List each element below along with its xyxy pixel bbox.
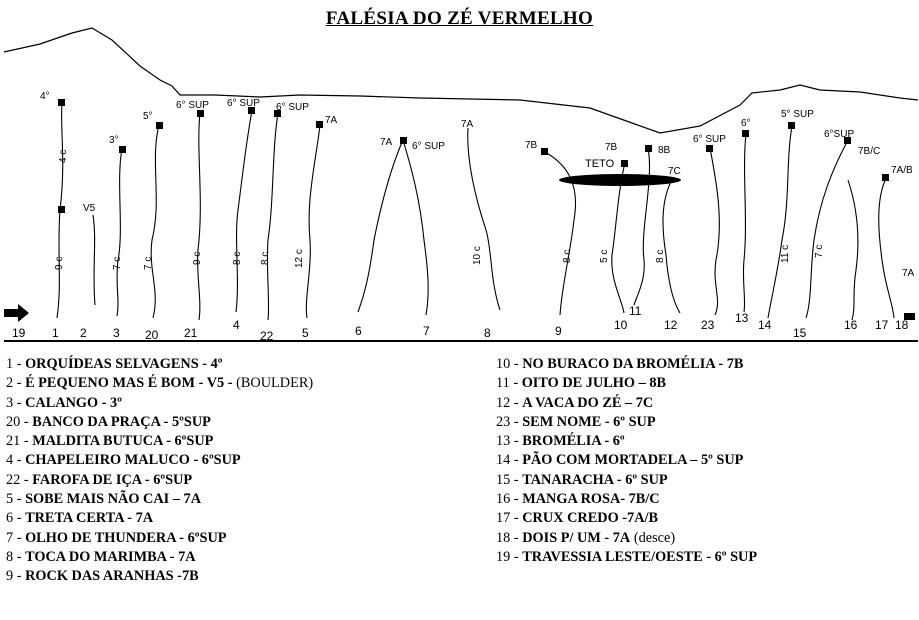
grade-label: 7A/B — [891, 165, 913, 176]
route-number: 17 — [875, 318, 889, 332]
legend-item: 13 - BROMÉLIA - 6º — [496, 433, 625, 450]
teto-label: TETO — [585, 158, 615, 170]
legend-item: 8 - TOCA DO MARIMBA - 7A — [6, 548, 196, 565]
anchor-sn — [706, 145, 713, 152]
route-line-ot — [403, 140, 428, 315]
legend-item: 21 - MALDITA BUTUCA - 6ºSUP — [6, 433, 214, 450]
bolt-count-label: 9 c — [192, 251, 203, 265]
legend-item: 16 - MANGA ROSA- 7B/C — [496, 491, 660, 508]
bolt-count-label: 8 c — [260, 251, 271, 265]
grade-label: 7B — [525, 140, 538, 151]
route-number: 7 — [423, 324, 430, 338]
route-number: 20 — [145, 328, 159, 342]
legend-item: 15 - TANARACHA - 6º SUP — [496, 471, 668, 488]
anchor-ot — [400, 137, 407, 144]
route-number: 8 — [484, 326, 491, 340]
route-number: 18 — [895, 318, 909, 332]
anchor-cc — [882, 174, 889, 181]
grade-label: 6°SUP — [824, 129, 855, 140]
legend-right — [496, 355, 757, 567]
grade-label: 8B — [658, 145, 671, 156]
legend-left — [6, 355, 313, 587]
route-number: 1 — [52, 326, 59, 340]
legend-item: 1 - ORQUÍDEAS SELVAGENS - 4º — [6, 356, 223, 372]
bolt-count-label: 7 c — [143, 256, 154, 270]
route-line-cm — [236, 110, 252, 312]
bolt-count-label: 7 c — [112, 256, 123, 270]
grade-label: 7A — [325, 115, 338, 126]
legend-item: 19 - TRAVESSIA LESTE/OESTE - 6º SUP — [496, 548, 758, 565]
legend-item: 20 - BANCO DA PRAÇA - 5ºSUP — [6, 413, 211, 430]
bolt-count-label: 8 c — [232, 251, 243, 265]
route-line-pb — [93, 215, 95, 305]
anchor-pb — [58, 206, 65, 213]
grade-label: 7C — [668, 166, 681, 177]
route-number: 10 — [614, 318, 628, 332]
route-line-t — [806, 140, 848, 318]
route-line-mb — [198, 113, 201, 320]
route-number: 12 — [664, 318, 678, 332]
anchors — [58, 99, 889, 213]
route-line-tm — [468, 128, 500, 310]
grade-label: 6° SUP — [227, 98, 260, 109]
grade-label: 3° — [109, 135, 119, 146]
anchor-os — [58, 99, 65, 106]
bolt-count-label: 10 c — [472, 246, 483, 265]
route-number: 22 — [260, 329, 274, 343]
route-line-tc — [358, 140, 403, 312]
route-line-fi — [267, 113, 278, 320]
route-line-pm — [768, 126, 792, 318]
grade-label: 6° SUP — [693, 134, 726, 145]
grade-label: V5 — [83, 203, 96, 214]
bolt-count-label: 8 c — [562, 249, 573, 263]
start-arrow-icon — [4, 304, 29, 322]
legend-item: 14 - PÃO COM MORTADELA – 5º SUP — [496, 452, 744, 469]
legend-item: 6 - TRETA CERTA - 7A — [6, 510, 154, 527]
bolt-count-label: 7 c — [814, 244, 825, 258]
grade-label: 7A — [461, 119, 474, 130]
legend-item: 12 - A VACA DO ZÉ – 7C — [496, 394, 654, 411]
bolt-count-label: 12 c — [294, 249, 305, 268]
bolt-count-label: 9 c — [54, 256, 65, 270]
legend-item: 3 - CALANGO - 3º — [6, 394, 122, 411]
route-line-mr — [848, 180, 858, 320]
route-line-b — [743, 134, 746, 312]
route-line-sn — [710, 148, 719, 315]
grade-label: 7B — [605, 142, 618, 153]
grade-label: 7A — [380, 137, 393, 148]
anchor-snc — [316, 121, 323, 128]
legend-item: 17 - CRUX CREDO -7A/B — [496, 510, 659, 527]
anchor-b — [742, 130, 749, 137]
anchor-bp — [156, 122, 163, 129]
route-number: 5 — [302, 326, 309, 340]
route-number: 11 — [629, 304, 642, 318]
route-number: 19 — [12, 326, 26, 340]
legend-item: 22 - FAROFA DE IÇA - 6ºSUP — [6, 471, 193, 488]
grade-label: 5° — [143, 111, 153, 122]
bolt-count-label: 4 c — [58, 149, 69, 163]
route-line-bp — [151, 125, 159, 318]
legend-item: 4 - CHAPELEIRO MALUCO - 6ºSUP — [6, 452, 241, 469]
bolt-count-label: 8 c — [655, 249, 666, 263]
grade-label: 4° — [40, 91, 50, 102]
grade-label: 6° SUP — [412, 141, 445, 152]
route-number: 6 — [355, 324, 362, 338]
route-number: 3 — [113, 326, 120, 340]
bolt-count-label: 5 c — [599, 249, 610, 263]
grade-label: 6° — [741, 118, 751, 129]
route-lines — [57, 103, 894, 320]
page-title: FALÉSIA DO ZÉ VERMELHO — [325, 8, 594, 29]
legend-item: 7 - OLHO DE THUNDERA - 6ºSUP — [6, 529, 227, 546]
legend-item: 11 - OITO DE JULHO – 8B — [496, 375, 667, 392]
anchor-8j — [645, 145, 652, 152]
legend-item: 2 - É PEQUENO MAS É BOM - V5 - (BOULDER) — [6, 375, 314, 392]
route-number: 21 — [184, 326, 198, 340]
route-line-8j — [634, 148, 650, 305]
grade-label: 6° SUP — [176, 100, 209, 111]
route-number: 9 — [555, 324, 562, 338]
route-number: 4 — [233, 318, 240, 332]
route-line-cc — [879, 178, 894, 318]
grade-label: 6° SUP — [276, 102, 309, 113]
anchor-c — [119, 146, 126, 153]
bolt-count-label: 11 c — [780, 244, 791, 263]
anchor-pm — [788, 122, 795, 129]
anchor-teto — [621, 160, 628, 167]
grade-label: 5° SUP — [781, 109, 814, 120]
grade-label: 7B/C — [858, 146, 881, 157]
anchor-ra — [541, 148, 548, 155]
anchor-mb — [197, 110, 204, 117]
route-number: 16 — [844, 318, 858, 332]
legend-item: 10 - NO BURACO DA BROMÉLIA - 7B — [496, 356, 744, 372]
route-line-c — [117, 149, 122, 316]
legend-item: 23 - SEM NOME - 6º SUP — [496, 413, 656, 430]
legend-item: 18 - DOIS P/ UM - 7A (desce) — [496, 529, 676, 546]
legend-item: 5 - SOBE MAIS NÃO CAI – 7A — [6, 491, 202, 508]
legend-item: 9 - ROCK DAS ARANHAS -7B — [6, 568, 199, 585]
route-number: 13 — [735, 311, 749, 325]
route-number: 15 — [793, 326, 807, 340]
grade-label: 7A — [902, 268, 915, 279]
route-number: 23 — [701, 318, 715, 332]
route-line-snc — [306, 125, 320, 318]
route-line-vz — [663, 178, 680, 313]
route-number: 2 — [80, 326, 87, 340]
teto-roof — [559, 174, 681, 186]
route-number: 14 — [758, 318, 772, 332]
